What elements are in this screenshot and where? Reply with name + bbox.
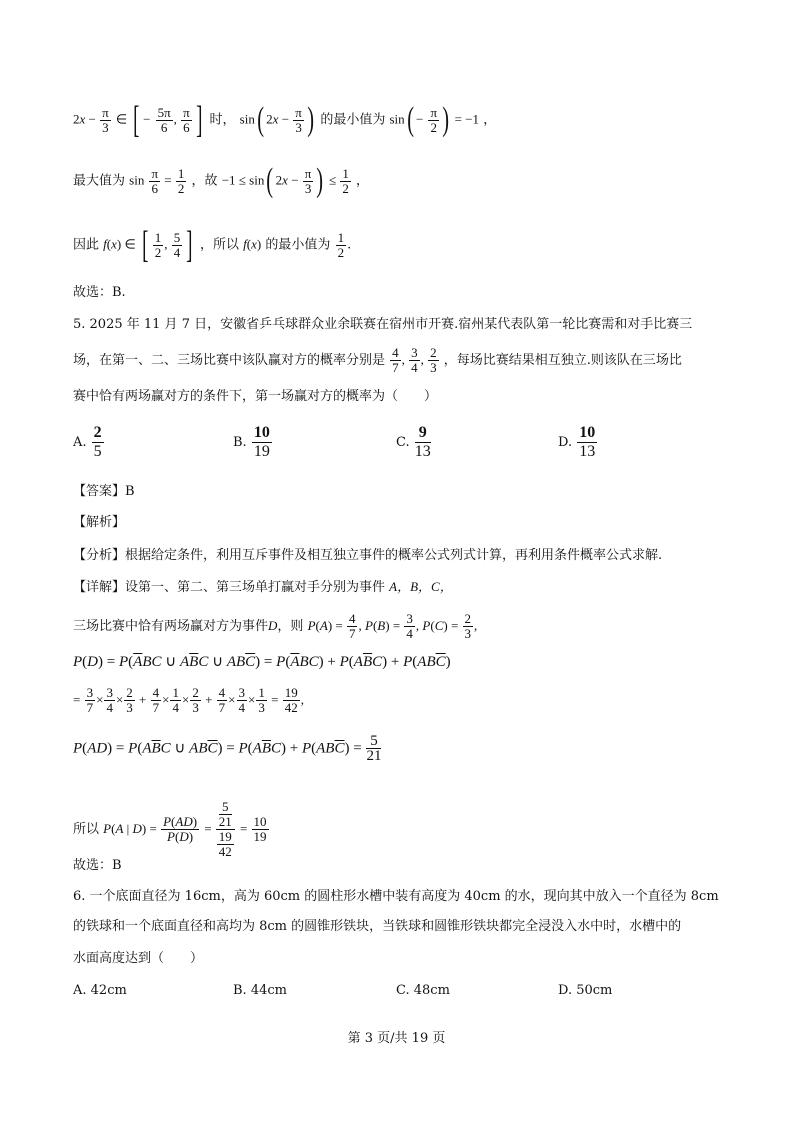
q6-line-3: 水面高度达到（ ） bbox=[73, 951, 204, 966]
q5-option-b: B. $\frac{10}{19}$ bbox=[233, 424, 270, 460]
answer-q5: 故选：B bbox=[73, 858, 122, 873]
q5-option-d: D. $\frac{10}{13}$ bbox=[558, 424, 596, 460]
fenxi-line: 【分析】根据给定条件，利用互斥事件及相互独立事件的概率公式列式计算，再利用条件概率公式求解. bbox=[73, 548, 663, 563]
conditional-formula: 所以 P(A | D) = $\frac{P(AD)}{P(D)}$ = $\frac{\frac{5}{21}}{\frac{19}{42}}$ = $\frac{10}{19}$ bbox=[73, 799, 267, 859]
q6-option-c: C. 48cm bbox=[396, 983, 450, 998]
fraction: $\frac{\pi}{3}$ bbox=[102, 104, 109, 135]
xiangjie-line: 【详解】设第一、第二、第三场单打赢对手分别为事件 A，B，C， bbox=[73, 579, 453, 595]
q6-line-2: 的铁球和一个底面直径和高均为 8cm 的圆锥形铁块，当铁球和圆锥形铁块都完全浸没入水中时，水槽中的 bbox=[73, 919, 682, 934]
q5-option-c: C. $\frac{9}{13}$ bbox=[396, 424, 431, 460]
event-d-line: 三场比赛中恰有两场赢对方为事件D，则 P(A) = $\frac{4}{7}$ , P(B) = $\frac{3}{4}$ , P(C) = $\frac{2}{3}$ , bbox=[73, 611, 478, 641]
q5-line-2: 场，在第一、二、三场比赛中该队赢对方的概率分别是 $\frac{4}{7}$ , $\frac{3}{4}$ , $\frac{2}{3}$ ，每场比赛结果相互独立.则该队在三场比 bbox=[73, 345, 682, 375]
page-footer: 第 3 页/共 19 页 bbox=[347, 1031, 446, 1046]
pd-value: = $\frac{3}{7}$ × $\frac{3}{4}$ × $\frac{2}{3}$ + $\frac{4}{7}$ × $\frac{1}{4}$ × $\frac{2}{3}$ + $\frac{4}{7}$ × $\frac{3}{4}$ × $\frac{1}{3}$ = $\frac{19}{42}$ , bbox=[73, 685, 304, 715]
q6-option-d: D. 50cm bbox=[558, 983, 613, 998]
analysis-tag: 【解析】 bbox=[73, 515, 126, 530]
q5-line-3: 赛中恰有两场赢对方的条件下，第一场赢对方的概率为（ ） bbox=[73, 389, 438, 404]
q5-option-a: A. $\frac{2}{5}$ bbox=[73, 424, 102, 460]
solution-line-range: 2x − $\frac{\pi}{3}$ ∈ [ − $\frac{5\pi}{6}$ , $\frac{\pi}{6}$ ] 时， sin( 2x − $\frac{\pi}{3}$ ) 的最小值为 sin( − $\frac{\pi}{2}$ ) = −1 ， bbox=[73, 99, 497, 141]
solution-line-max: 最大值为 sin $\frac{\pi}{6}$ = $\frac{1}{2}$ ，故 −1 ≤ sin( 2x − $\frac{\pi}{3}$ ) ≤ $\frac{1}{2}$ ， bbox=[73, 162, 369, 199]
q5-line-1: 5. 2025 年 11 月 7 日，安徽省乒乓球群众业余联赛在宿州市开赛.宿州某代表队第一轮比赛需和对手比赛三 bbox=[73, 317, 693, 332]
q6-option-a: A. 42cm bbox=[73, 983, 127, 998]
q6-option-b: B. 44cm bbox=[233, 983, 287, 998]
solution-line-conclusion: 因此 f(x) ∈ [ $\frac{1}{2}$ , $\frac{5}{4}$ ] ，所以 f(x) 的最小值为 $\frac{1}{2}$ . bbox=[73, 224, 352, 266]
q6-line-1: 6. 一个底面直径为 16cm，高为 60cm 的圆柱形水槽中装有高度为 40cm 的水，现向其中放入一个直径为 8cm bbox=[73, 889, 719, 904]
answer-previous: 故选：B. bbox=[73, 285, 126, 300]
pd-formula: $P(D) = P(\overline{A}BC$ ∪ $A\overline{B}C$ ∪ $AB\overline{C}) = P(\overline{A}BC) + P(A\overline{B}C) + P(AB\overline{C})$ bbox=[73, 654, 451, 670]
pad-formula: $P(AD) = P(A\overline{B}C$ ∪ $AB\overline{C}) = P(A\overline{B}C) + P(AB\overline{C})$ = $\frac{5}{21}$ bbox=[73, 733, 382, 764]
answer-tag: 【答案】B bbox=[73, 484, 135, 499]
